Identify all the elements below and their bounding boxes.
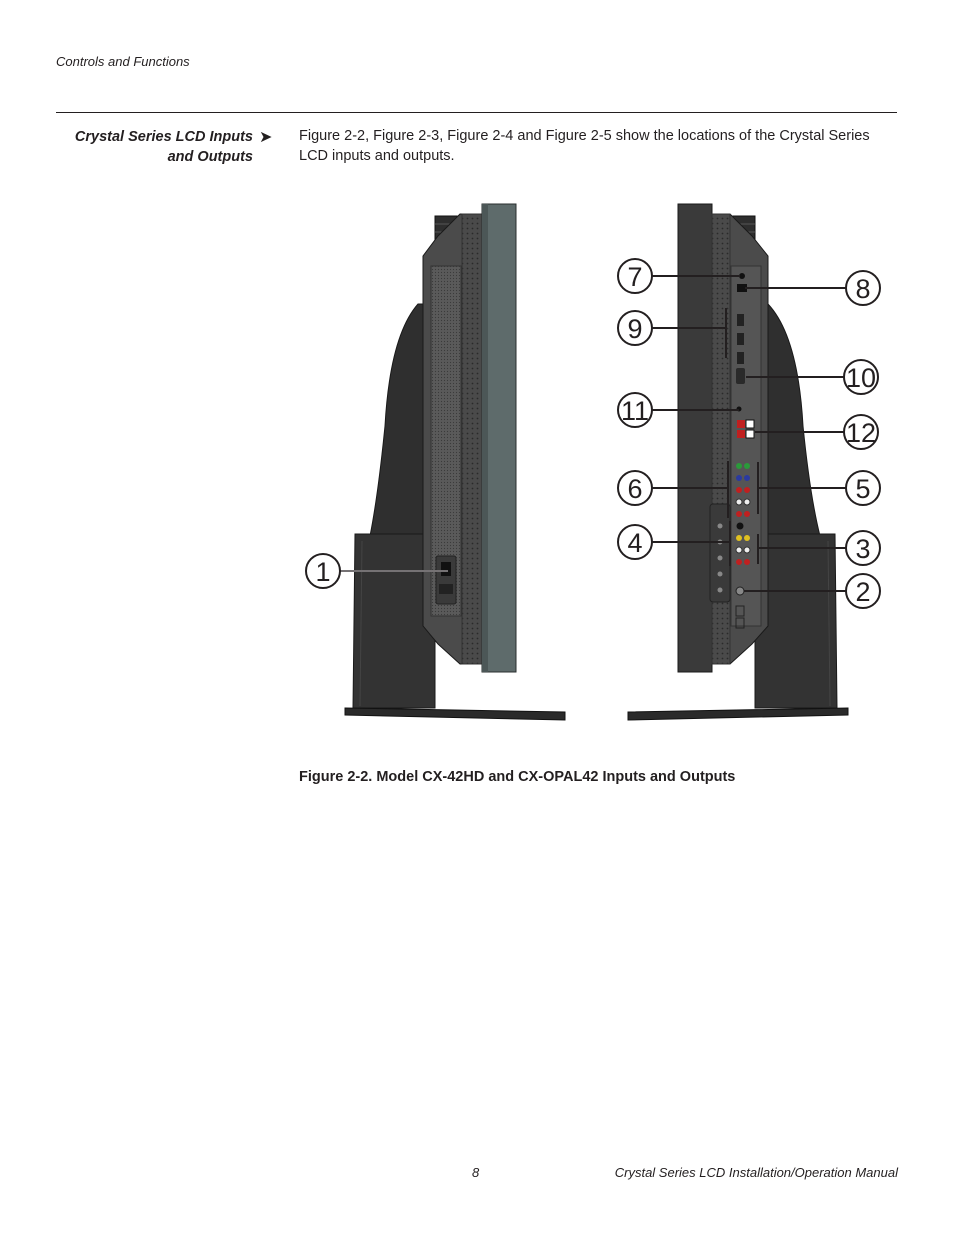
- right-side-view: [628, 204, 848, 720]
- section-heading: [40, 127, 253, 167]
- callout-9: 9: [627, 314, 643, 344]
- callout-5: 5: [855, 474, 871, 504]
- callout-7: 7: [627, 262, 643, 292]
- callout-3: 3: [855, 534, 871, 564]
- callout-11: 11: [620, 396, 650, 426]
- callout-2: 2: [855, 577, 871, 607]
- callout-4: 4: [627, 528, 643, 558]
- intro-paragraph: Figure 2-2, Figure 2-3, Figure 2-4 and Figure 2-5 show the locations of the Crystal Series LCD inputs and outputs.: [299, 128, 870, 164]
- header-rule: [56, 112, 897, 113]
- figure-caption: Figure 2-2. Model CX-42HD and CX-OPAL42 Inputs and Outputs: [299, 769, 736, 785]
- figure-lcd-side-views: [290, 196, 890, 741]
- callout-10: 10: [845, 363, 877, 393]
- arrow-icon: ➤: [259, 129, 273, 146]
- callout-8: 8: [855, 274, 871, 304]
- page-number: 8: [472, 1165, 480, 1180]
- left-side-view: [345, 204, 565, 720]
- callout-1: 1: [315, 557, 331, 587]
- section-heading-line1: Crystal Series LCD Inputs: [74, 129, 253, 145]
- running-header: Controls and Functions: [56, 54, 190, 69]
- callout-12: 12: [845, 418, 877, 448]
- footer-manual-title: Crystal Series LCD Installation/Operation Manual: [614, 1165, 898, 1180]
- section-heading-line2: and Outputs: [167, 149, 253, 165]
- callout-6: 6: [627, 474, 643, 504]
